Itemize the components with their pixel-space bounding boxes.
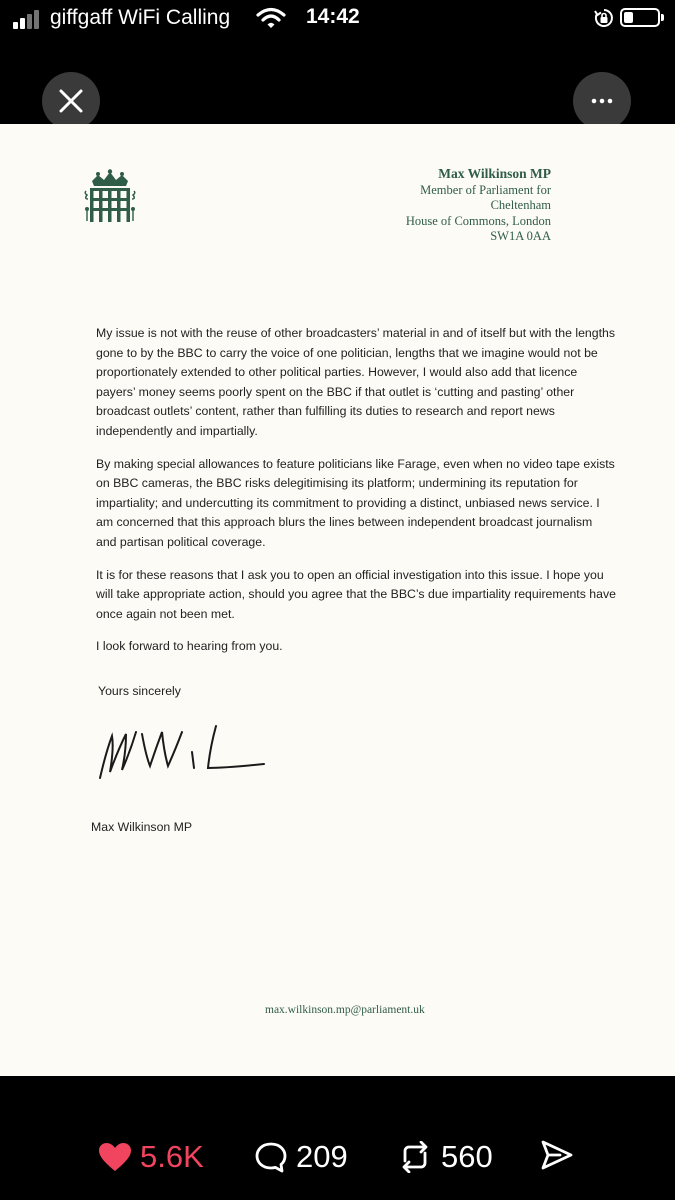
post-action-bar — [0, 1130, 675, 1190]
repost-button[interactable] — [397, 1139, 493, 1175]
handwritten-signature — [96, 722, 276, 782]
repost-count: 560 — [441, 1139, 493, 1174]
address-line: Member of Parliament for — [420, 182, 551, 197]
letter-image[interactable] — [0, 124, 675, 1076]
carrier-label: giffgaff WiFi Calling — [50, 6, 231, 29]
letter-body — [96, 324, 616, 670]
share-button[interactable] — [540, 1139, 574, 1171]
battery-tip — [661, 14, 664, 21]
letter-paragraph: It is for these reasons that I ask you to open an official investigation into this issue. I hope you will take appropriate action, should you agree that the BBC’s due impartiality requirements have once again not been met. — [96, 567, 616, 621]
footer-email: max.wilkinson.mp@parliament.uk — [265, 1004, 425, 1016]
close-button[interactable] — [42, 72, 100, 130]
letter-closing: Yours sincerely — [98, 684, 181, 698]
more-options-button[interactable] — [573, 72, 631, 130]
like-button[interactable] — [98, 1139, 204, 1175]
address-line: Cheltenham — [490, 198, 551, 213]
wifi-icon — [256, 7, 286, 29]
sender-address — [406, 166, 551, 245]
address-line: House of Commons, London — [405, 213, 551, 228]
reply-button[interactable] — [254, 1139, 348, 1175]
status-bar — [0, 0, 675, 40]
sender-name: Max Wilkinson MP — [438, 166, 551, 181]
letter-paragraph: By making special allowances to feature politicians like Farage, even when no video tape exists on BBC cameras, the BBC risks delegitimising its platform; undermining its reputation for impartiality; and undercutting its commitment to providing a distinct, unbiased news service. I am concerned that this approach blurs the lines between independent broadcast journalism and partisan political coverage. — [96, 456, 615, 549]
reply-count: 209 — [296, 1139, 348, 1174]
battery-icon — [620, 8, 660, 27]
send-icon — [540, 1139, 574, 1171]
reply-bubble-icon — [254, 1141, 288, 1173]
status-time: 14:42 — [306, 5, 360, 28]
repost-icon — [397, 1141, 433, 1173]
letter-paragraph: My issue is not with the reuse of other broadcasters’ material in and of itself but with the lengths gone to by the BBC to carry the voice of one politician, lengths that we imagine would not be proportionately extended to other political parties. However, I would also add that licence payers’ money seems poorly spent on the BBC if that outlet is ‘cutting and pasting’ other broadcast outlets’ content, rather than fulfilling its duties to research and report news independently and impartially. — [96, 326, 616, 438]
cellular-signal-icon — [13, 9, 43, 29]
close-icon — [58, 88, 84, 114]
address-line: SW1A 0AA — [490, 229, 551, 244]
like-count: 5.6K — [140, 1139, 204, 1174]
more-icon — [589, 97, 615, 105]
letter-paragraph: I look forward to hearing from you. — [96, 639, 283, 654]
portcullis-crest-icon — [84, 169, 136, 227]
orientation-lock-icon — [594, 8, 614, 28]
heart-icon — [98, 1142, 132, 1172]
signatory-name: Max Wilkinson MP — [91, 820, 193, 834]
